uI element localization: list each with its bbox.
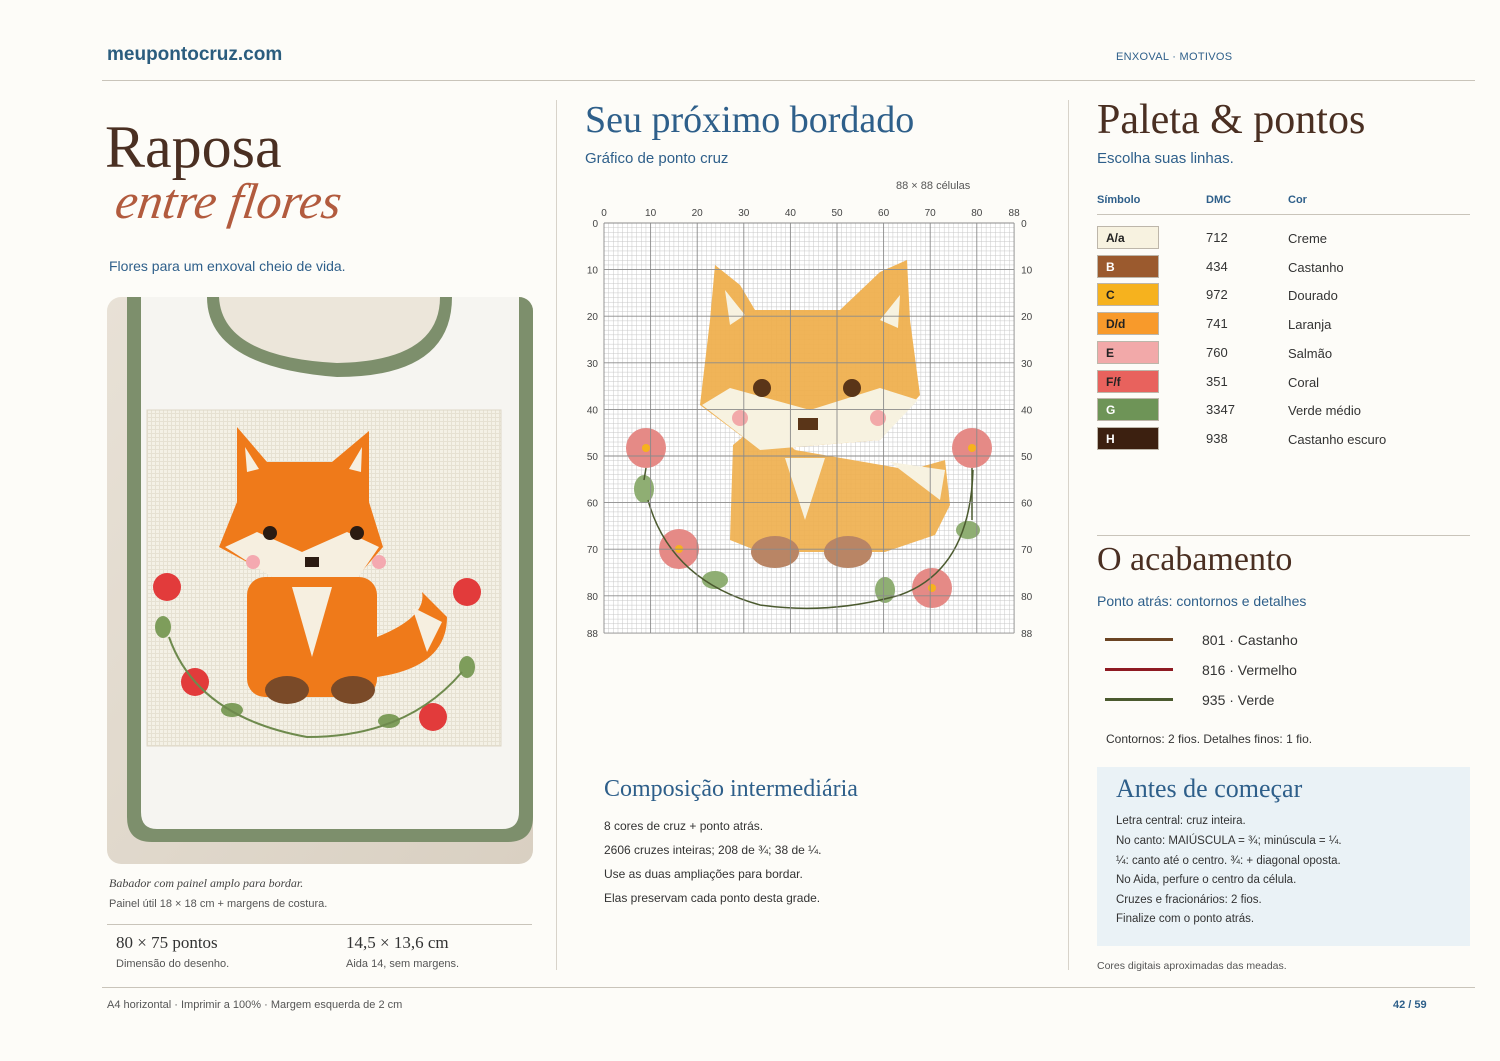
palette-color-name: Laranja bbox=[1288, 317, 1332, 333]
page-title-script: entre flores bbox=[112, 173, 346, 229]
axis-tick-label: 10 bbox=[1021, 265, 1033, 277]
section-divider bbox=[1097, 535, 1470, 536]
palette-dmc: 3347 bbox=[1206, 402, 1235, 418]
stat-dimension-label: Dimensão do desenho. bbox=[116, 958, 230, 970]
palette-symbol: F/f bbox=[1097, 370, 1159, 393]
composition-line: Use as duas ampliações para bordar. bbox=[604, 867, 803, 881]
palette-dmc: 712 bbox=[1206, 230, 1228, 245]
palette-dmc: 351 bbox=[1206, 373, 1228, 389]
palette-symbol: A/a bbox=[1097, 226, 1159, 249]
print-note: A4 horizontal · Imprimir a 100% · Margem esquerda de 2 cm bbox=[107, 999, 403, 1011]
palette-color-name: Castanho escuro bbox=[1288, 431, 1387, 447]
palette-heading: Paleta & pontos bbox=[1097, 97, 1366, 143]
axis-tick-label: 40 bbox=[1021, 405, 1033, 417]
palette-color-name: Dourado bbox=[1288, 288, 1338, 304]
axis-tick-label: 40 bbox=[586, 405, 598, 417]
backstitch-note: Contornos: 2 fios. Detalhes finos: 1 fio. bbox=[1106, 732, 1313, 746]
axis-tick-label: 88 bbox=[1008, 208, 1020, 219]
column-header-symbol: Símbolo bbox=[1097, 194, 1141, 206]
backstitch-label: 816 · Vermelho bbox=[1202, 662, 1297, 678]
column-header-color: Cor bbox=[1288, 194, 1307, 206]
before-line: Letra central: cruz inteira. bbox=[1116, 815, 1246, 827]
before-line: No canto: MAIÚSCULA = ¾; minúscula = ¼. bbox=[1116, 835, 1342, 847]
axis-tick-label: 10 bbox=[586, 265, 598, 277]
palette-color-name: Salmão bbox=[1288, 345, 1333, 361]
page-number: 42 / 59 bbox=[1393, 999, 1427, 1011]
photo-caption: Babador com painel amplo para bordar. bbox=[109, 876, 304, 890]
column-divider bbox=[556, 100, 557, 970]
chart-heading: Seu próximo bordado bbox=[585, 99, 915, 141]
bib-photo bbox=[107, 297, 533, 864]
before-line: No Aida, perfure o centro da célula. bbox=[1116, 874, 1297, 886]
page-title: Raposa bbox=[105, 114, 282, 180]
axis-tick-label: 60 bbox=[586, 498, 598, 510]
axis-tick-label: 10 bbox=[645, 208, 657, 219]
axis-tick-label: 88 bbox=[1021, 629, 1033, 641]
palette-subheading: Escolha suas linhas. bbox=[1097, 150, 1234, 167]
axis-tick-label: 30 bbox=[738, 208, 750, 219]
axis-tick-label: 40 bbox=[784, 208, 796, 219]
axis-tick-label: 60 bbox=[878, 208, 890, 219]
axis-tick-label: 0 bbox=[592, 219, 598, 230]
axis-tick-label: 20 bbox=[691, 208, 703, 219]
column-divider bbox=[1068, 100, 1069, 970]
axis-tick-label: 80 bbox=[586, 591, 598, 603]
backstitch-swatch bbox=[1105, 638, 1173, 641]
axis-tick-label: 20 bbox=[1021, 312, 1033, 324]
axis-tick-label: 88 bbox=[586, 629, 598, 641]
chart-subheading: Gráfico de ponto cruz bbox=[585, 150, 729, 167]
palette-symbol: B bbox=[1097, 255, 1159, 278]
axis-tick-label: 50 bbox=[831, 208, 843, 219]
composition-line: 2606 cruzes inteiras; 208 de ¾; 38 de ¼. bbox=[604, 843, 822, 857]
axis-tick-label: 0 bbox=[1021, 219, 1027, 230]
palette-symbol: C bbox=[1097, 283, 1159, 306]
axis-tick-label: 20 bbox=[586, 312, 598, 324]
composition-line: 8 cores de cruz + ponto atrás. bbox=[604, 819, 764, 833]
axis-tick-label: 80 bbox=[971, 208, 983, 219]
palette-symbol: G bbox=[1097, 398, 1159, 421]
palette-color-name: Castanho bbox=[1288, 259, 1344, 275]
palette-symbol: D/d bbox=[1097, 312, 1159, 335]
axis-tick-label: 50 bbox=[586, 452, 598, 463]
palette-symbol: E bbox=[1097, 341, 1159, 364]
composition-heading: Composição intermediária bbox=[604, 776, 858, 802]
axis-tick-label: 60 bbox=[1021, 498, 1033, 510]
palette-dmc: 972 bbox=[1206, 287, 1228, 303]
axis-tick-label: 30 bbox=[1021, 358, 1033, 370]
site-name[interactable]: meupontocruz.com bbox=[107, 44, 283, 65]
footer-divider bbox=[102, 987, 1475, 988]
axis-tick-label: 80 bbox=[1021, 591, 1033, 603]
axis-tick-label: 70 bbox=[586, 545, 598, 557]
palette-dmc: 741 bbox=[1206, 316, 1228, 332]
color-note: Cores digitais aproximadas das meadas. bbox=[1097, 960, 1287, 972]
palette-symbol: H bbox=[1097, 427, 1159, 450]
backstitch-swatch bbox=[1105, 668, 1173, 671]
palette-dmc: 938 bbox=[1206, 430, 1228, 446]
axis-tick-label: 70 bbox=[924, 208, 936, 219]
composition-line: Elas preservam cada ponto desta grade. bbox=[604, 891, 821, 905]
finish-subheading: Ponto atrás: contornos e detalhes bbox=[1097, 593, 1307, 609]
axis-tick-label: 50 bbox=[1021, 452, 1033, 463]
section-label: ENXOVAL · MOTIVOS bbox=[1116, 51, 1233, 63]
palette-color-name: Coral bbox=[1288, 374, 1320, 390]
palette-dmc: 434 bbox=[1206, 258, 1228, 274]
stat-size-value: 14,5 × 13,6 cm bbox=[346, 933, 449, 952]
finish-heading: O acabamento bbox=[1097, 541, 1293, 578]
before-line: Finalize com o ponto atrás. bbox=[1116, 913, 1255, 925]
page-subtitle: Flores para um enxoval cheio de vida. bbox=[109, 258, 346, 274]
cross-stitch-chart bbox=[580, 200, 1050, 645]
axis-tick-label: 30 bbox=[586, 358, 598, 370]
photo-note: Painel útil 18 × 18 cm + margens de costura. bbox=[109, 898, 328, 910]
axis-tick-label: 0 bbox=[601, 208, 607, 219]
backstitch-swatch bbox=[1105, 698, 1173, 701]
palette-dmc: 760 bbox=[1206, 344, 1228, 360]
before-line: Cruzes e fracionários: 2 fios. bbox=[1116, 894, 1262, 906]
backstitch-label: 801 · Castanho bbox=[1202, 632, 1298, 648]
axis-tick-label: 70 bbox=[1021, 545, 1033, 557]
backstitch-label: 935 · Verde bbox=[1202, 692, 1275, 708]
chart-size-label: 88 × 88 células bbox=[896, 180, 971, 192]
stats-divider bbox=[107, 924, 532, 925]
palette-color-name: Creme bbox=[1288, 231, 1328, 246]
palette-color-name: Verde médio bbox=[1288, 403, 1361, 419]
column-header-dmc: DMC bbox=[1206, 194, 1232, 206]
stat-size-label: Aida 14, sem margens. bbox=[346, 958, 460, 970]
stat-dimension-value: 80 × 75 pontos bbox=[116, 933, 218, 952]
before-line: ¼: canto até o centro. ¾: + diagonal oposta. bbox=[1116, 855, 1341, 867]
table-header-divider bbox=[1097, 214, 1470, 215]
header-divider bbox=[102, 80, 1475, 81]
before-heading: Antes de começar bbox=[1116, 774, 1303, 803]
